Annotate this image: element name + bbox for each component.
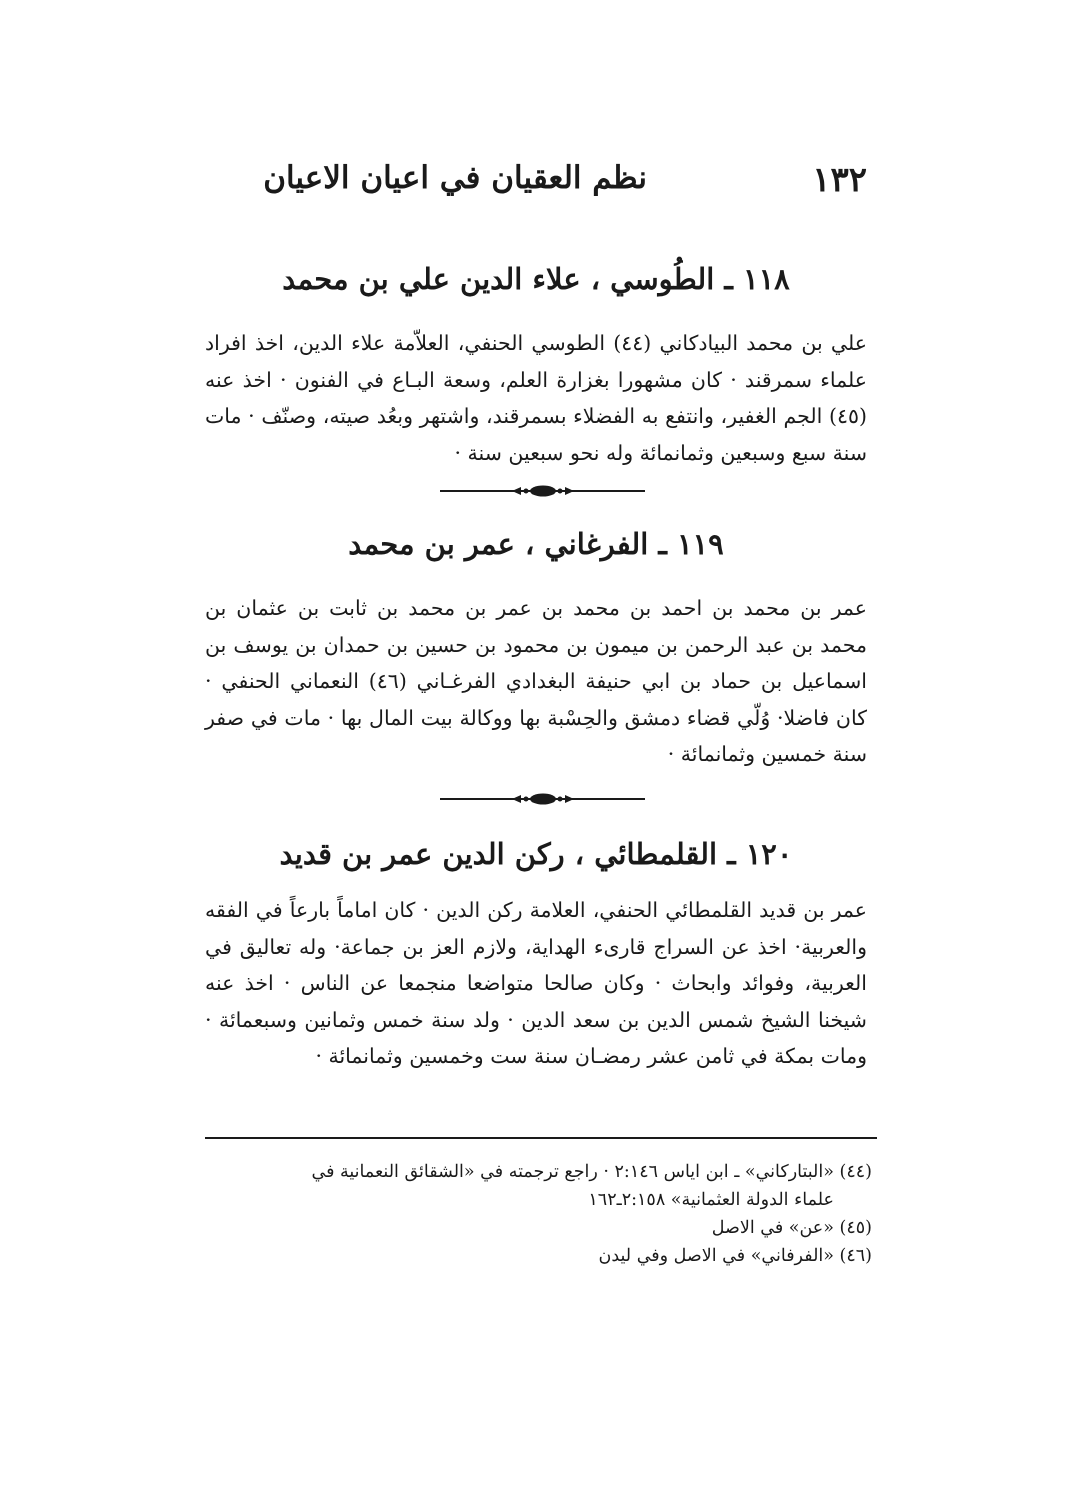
entry-body-119: عمر بن محمد بن احمد بن محمد بن عمر بن محمد بن ثابت بن عثمان بن محمد بن عبد الرحمن بن ميمون بن محمود بن حسين بن حمدان بن يوسف بن اسماعيل بن حماد بن ابي حنيفة البغدادي الفرغـاني (٤٦) النعماني الحنفي · كان فاضلا· وُلّي قضاء دمشق والحِسْبة بها ووكالة بيت المال بها · مات في صفر سنة خمسين وثمانمائة · xyxy=(205,596,867,766)
section-divider-ornament xyxy=(440,485,645,497)
footnote-44-continuation: علماء الدولة العثمانية» ٢:١٥٨ـ١٦٢ xyxy=(588,1190,834,1210)
entry-heading-119: ١١٩ ـ الفرغاني ، عمر بن محمد xyxy=(348,527,724,561)
entry-heading-120: ١٢٠ ـ القلمطائي ، ركن الدين عمر بن قديد xyxy=(279,837,793,871)
footnote-44: (٤٤) «البتاركاني» ـ ابن اياس ٢:١٤٦ · راجع ترجمته في «الشقائق النعمانية في xyxy=(311,1162,872,1182)
section-divider-ornament xyxy=(440,793,645,805)
running-head xyxy=(205,160,867,210)
footnote-separator xyxy=(205,1137,877,1139)
entry-body-120: عمر بن قديد القلمطائي الحنفي، العلامة ركن الدين · كان اماماً بارعاً في الفقه والعربية· اخذ عن السراج قارىء الهداية، ولازم العز بن جماعة· وله تعاليق في العربية، وفوائد وابحاث · وكان صالحا متواضعا منجمعا عن الناس · اخذ عنه شيخنا الشيخ شمس الدين بن سعد الدين · ولد سنة خمس وثمانين وسبعمائة · ومات بمكة في ثامن عشر رمضـان سنة ست وخمسين وثمانمائة · xyxy=(205,898,867,1068)
footnotes xyxy=(200,1158,872,1270)
entry-body-118: علي بن محمد البيادكاني (٤٤) الطوسي الحنفي، العلاّمة علاء الدين، اخذ افراد علماء سمرقند · كان مشهورا بغزارة العلم، وسعة البـاع في الفنون · اخذ عنه (٤٥) الجم الغفير، وانتفع به الفضلاء بسمرقند، واشتهر وبعُد صيته، وصنّف · مات سنة سبع وسبعين وثمانمائة وله نحو سبعين سنة · xyxy=(205,331,867,465)
page-number: ١٣٢ xyxy=(812,160,867,200)
footnote-46: (٤٦) «الفرفاني» في الاصل وفي ليدن xyxy=(598,1246,872,1266)
footnote-45: (٤٥) «عن» في الاصل xyxy=(711,1218,872,1238)
book-title: نظم العقيان في اعيان الاعيان xyxy=(263,160,647,196)
entry-heading-118: ١١٨ ـ الطُوسي ، علاء الدين علي بن محمد xyxy=(282,262,790,296)
